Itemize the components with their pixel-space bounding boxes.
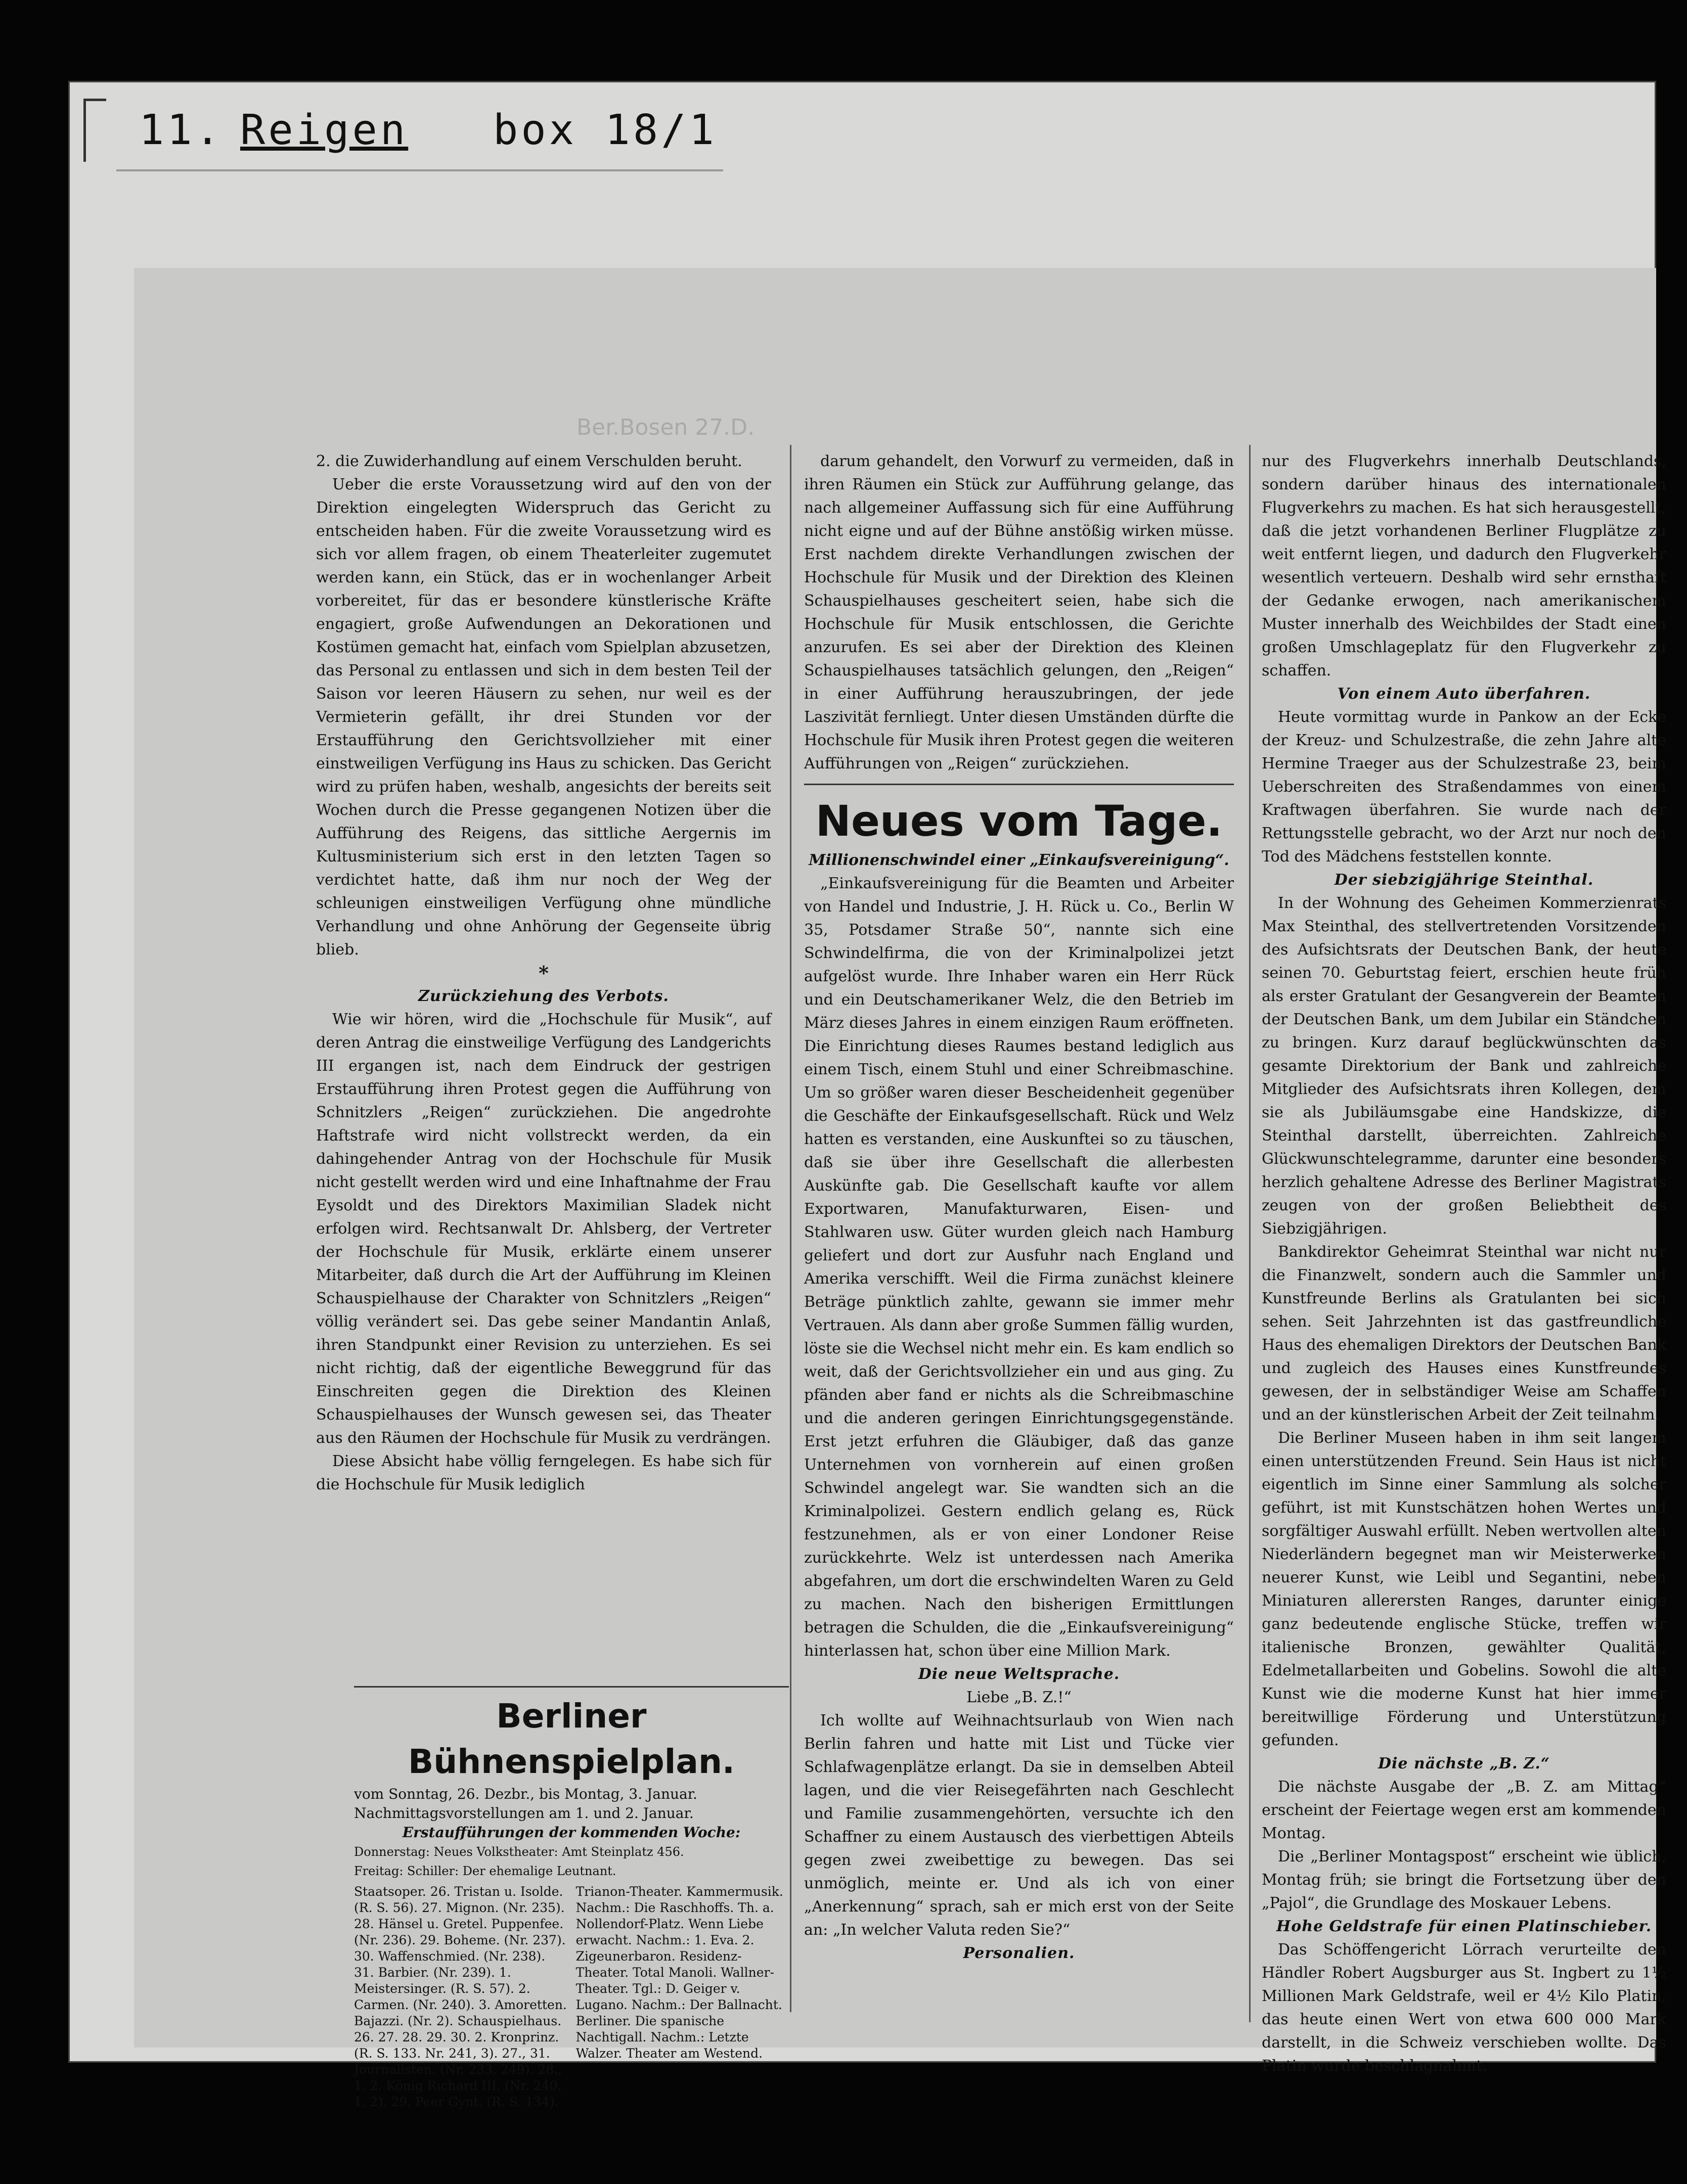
corner-bracket xyxy=(83,99,106,162)
paragraph: Die Berliner Museen haben in ihm seit langem einen unterstützenden Freund. Sein Haus ist nicht eigentlich im Sinne einer Sammlung als solcher geführt, ist mit Kunstschätzen hohen Wertes und sorgfältiger Auswahl erfüllt. Neben wertvollen alten Niederländern begegnet man wir Meisterwerken neuerer Kunst, wie Leibl und Segantini, neben Miniaturen allerersten Ranges, darunter einige ganz bedeutende englische Stücke, treffen wir italienische Bronzen, gewählter Qualität, Edelmetallarbeiten und Gobelins. Sowohl die alte Kunst wie die moderne Kunst hat hier immer bereitwillige Förderung und Unterstützung gefunden. xyxy=(1262,1429,1666,1749)
label-title: Reigen xyxy=(240,106,409,154)
paragraph: Bankdirektor Geheimrat Steinthal war nicht nur die Finanzwelt, sondern auch die Sammler und Kunstfreunde Berlins als Gratulanten bei sich sehen. Seit Jahrzehnten ist das gastfreundliche Haus des ehemaligen Direktors der Deutschen Bank und zugleich des Hauses eines Kunstfreundes gewesen, der in selbständiger Weise am Schaffen und an der künstlerischen Arbeit der Zeit teilnahm. xyxy=(1262,1243,1666,1424)
theater-schedule xyxy=(354,1694,789,2110)
paragraph: Wie wir hören, wird die „Hochschule für Musik“, auf deren Antrag die einstweilige Verfügung des Landgerichts III ergangen ist, nach dem Eindruck der gestrigen Erstaufführung ihren Protest gegen die Aufführung von Schnitzlers „Reigen“ zurückziehen. Die angedrohte Haftstrafe wird nicht vollstreckt werden, da ein dahingehender Antrag von der Hochschule für Musik nicht gestellt werden wird und eine Inhaftnahme der Frau Eysoldt und des Direktors Maximilian Sladek nicht erfolgen wird. Rechtsanwalt Dr. Ahlsberg, der Vertreter der Hochschule für Musik, erklärte einem unserer Mitarbeiter, daß durch die Art der Aufführung im Kleinen Schauspielhause der Charakter von Schnitzlers „Reigen“ völlig verändert sei. Das gebe seiner Mandantin Anlaß, ihren Standpunkt einer Revision zu unterziehen. Es sei nicht richtig, daß der eigentliche Beweggrund für das Einschreiten gegen die Direktion des Kleinen Schauspielhauses der Wunsch gewesen sei, das Theater aus den Räumen der Hochschule für Musik zu verdrängen. xyxy=(316,1011,771,1447)
archive-label xyxy=(119,96,726,177)
paragraph: Ich wollte auf Weihnachtsurlaub von Wien nach Berlin fahren und hatte mit List und Tücke vier Schlafwagenplätze erlangt. Da sie in demselben Abteil lagen, und die vier Reisegefährten nach Geschlecht und Familie zusammengehörten, versuchte ich den Schaffner zu einem Austausch des vierbettigen Abteils gegen zwei zweibettige zu bewegen. Das sei unmöglich, meinte er. Und als ich von einer „Anerkennung“ sprach, sah er mich erst von der Seite an: „In welcher Valuta reden Sie?“ xyxy=(804,1712,1234,1939)
schedule-right: Trianon-Theater. Kammermusik. Nachm.: Die Raschhoffs. Th. a. Nollendorf-Platz. Wenn Liebe erwacht. Nachm.: 1. Eva. 2. Zigeunerbaron. Residenz-Theater. Total Manoli. Wallner-Theater. Tgl.: D. Geiger v. Lugano. Nachm.: Der Ballnacht. Berliner. Die spanische Nachtigall. Nachm.: Letzte Walzer. Theater am Westend. xyxy=(575,1884,783,2061)
label-box: box 18/1 xyxy=(493,106,717,154)
paragraph: Das Schöffengericht Lörrach verurteilte den Händler Robert Augsburger aus St. Ingbert zu 1½ Millionen Mark Geldstrafe, weil er 4½ Kilo Platin, das heute einen Wert von etwa 600 000 Mark darstellt, in die Schweiz verschieben wollte. Das Platin wurde beschlagnahmt. xyxy=(1262,1941,1666,2075)
paragraph: In der Wohnung des Geheimen Kommerzienrats Max Steinthal, des stellvertretenden Vorsitzenden des Aufsichtsrats der Deutschen Bank, der heute seinen 70. Geburtstag feiert, erschien heute früh als erster Gratulant der Gesangverein der Beamten der Deutschen Bank, um dem Jubilar ein Ständchen zu bringen. Kurz darauf beglückwünschten das gesamte Direktorium der Bank und zahlreiche Mitglieder des Aufsichtsrats ihren Kollegen, dem sie als Jubiläumsgabe eine Handskizze, die Steinthal darstellt, überreichten. Zahlreiche Glückwunschtelegramme, darunter eine besonders herzlich gehaltene Adresse des Berliner Magistrats zeugen von der großen Beliebtheit des Siebzigjährigen. xyxy=(1262,894,1666,1238)
article-heading: Die neue Weltsprache. xyxy=(918,1665,1120,1683)
article-heading: Hohe Geldstrafe für einen Platinschieber. xyxy=(1276,1918,1652,1935)
label-number: 11. xyxy=(139,106,224,154)
paragraph: „Einkaufsvereinigung für die Beamten und Arbeiter von Handel und Industrie, J. H. Rück u. Co., Berlin W 35, Potsdamer Straße 50“, nannte sich eine Schwindelfirma, die von der Kriminalpolizei jetzt aufgelöst wurde. Ihre Inhaber waren ein Herr Rück und ein Deutschamerikaner Welz, die den Betrieb im März dieses Jahres in einem einzigen Raum eröffneten. Die Einrichtung dieses Raumes bestand lediglich aus einem Tisch, einem Stuhl und einer Schreibmaschine. Um so größer waren dieser Bescheidenheit gegenüber die Geschäfte der Einkaufsgesellschaft. Rück und Welz hatten es verstanden, eine Auskunftei so zu täuschen, daß sie über ihre Gesellschaft die allerbesten Auskünfte gab. Die Gesellschaft kaufte vor allem Exportwaren, Manufakturwaren, Eisen- und Stahlwaren usw. Güter wurden gleich nach Hamburg geliefert und dort zur Ausfuhr nach England und Amerika verschifft. Weil die Firma zunächst kleinere Beträge pünktlich zahlte, gewann sie immer mehr Vertrauen. Als dann aber große Summen fällig wurden, löste sie die Wechsel nicht mehr ein. Es kam endlich so weit, daß der Gerichtsvollzieher ein und aus ging. Zu pfänden aber fand er nichts als die Schreibmaschine und die anderen geringen Einrichtungsgegenstände. Erst jetzt erfuhren die Gläubiger, daß das ganze Unternehmen von vornherein auf einen großen Schwindel angelegt war. Sie wandten sich an die Kriminalpolizei. Gestern endlich gelang es, Rück festzunehmen, als er von einer Londoner Reise zurückkehrte. Welz ist unterdessen nach Amerika abgefahren, um dort die erschwindelten Waren zu Geld zu machen. Nach den bisherigen Ermittlungen betragen die Schulden, die die „Einkaufsvereinigung“ hinterlassen hat, schon über eine Million Mark. xyxy=(804,875,1234,1660)
schedule-title: Berliner Bühnenspielplan. xyxy=(408,1697,735,1781)
label-rule xyxy=(116,169,723,171)
paragraph: Heute vormittag wurde in Pankow an der Ecke der Kreuz- und Schulzestraße, die zehn Jahre alte Hermine Traeger aus der Schulzestraße 23, beim Ueberschreiten des Straßendammes von einem Kraftwagen überfahren. Sie wurde nach der Rettungsstelle gebracht, wo der Arzt nur noch den Tod des Mädchens feststellen konnte. xyxy=(1262,708,1666,866)
schedule-left: Staatsoper. 26. Tristan u. Isolde. (R. S. 56). 27. Mignon. (Nr. 235). 28. Hänsel u. Gretel. Puppenfee. (Nr. 236). 29. Boheme. (Nr. 237). 30. Waffenschmied. (Nr. 238). 31. Barbier. (Nr. 239). 1. Meistersinger. (R. S. 57). 2. Carmen. (Nr. 240). 3. Amoretten. Bajazzi. (Nr. 2). Schauspielhaus. 26. 27. 28. 29. 30. 2. Kronprinz. (R. S. 133. Nr. 241, 3). 27., 31. Journalisten. (Nr. 233, 249). 28., 1. 2. König Richard III. (Nr. 240, 1, 2). 29. Peer Gynt. (R. S. 134). xyxy=(354,1884,567,2109)
letter-salutation: Liebe „B. Z.!“ xyxy=(966,1689,1072,1706)
paragraph: Ueber die erste Voraussetzung wird auf den von der Direktion eingelegten Widerspruch das Gericht zu entscheiden haben. Für die zweite Voraussetzung wird es sich vor allem fragen, ob einem Theaterleiter zugemutet werden kann, ein Stück, das er in wochenlanger Arbeit vorbereitet, für das er besondere künstlerische Kräfte engagiert, große Aufwendungen an Dekorationen und Kostümen gemacht hat, einfach vom Spielplan abzusetzen, das Personal zu entlassen und sich in dem besten Teil der Saison vor leeren Häusern zu sehen, nur weil es der Vermieterin gefällt, ihr drei Stunden vor der Erstaufführung den Gerichtsvollzieher mit einer einstweiligen Verfügung ins Haus zu schicken. Das Gericht wird zu prüfen haben, weshalb, angesichts der bereits seit Wochen durch die Presse gegangenen Notizen über die Aufführung des Reigens, das sittliche Aergernis im Kultusministerium sich erst in den letzten Tagen so verdichtet hatte, daß ihm nur noch der Weg der schleunigen einstweiligen Verfügung ohne mündliche Verhandlung und ohne Anhörung der Gegenseite übrig blieb. xyxy=(316,476,771,959)
paragraph: 2. die Zuwiderhandlung auf einem Verschulden beruht. xyxy=(316,452,742,470)
column-3 xyxy=(1262,450,1666,2075)
paragraph: Die nächste Ausgabe der „B. Z. am Mittag“ erscheint der Feiertage wegen erst am kommenden Montag. xyxy=(1262,1778,1666,1842)
column-2 xyxy=(804,450,1234,1987)
article-heading: Von einem Auto überfahren. xyxy=(1337,685,1591,703)
article-heading: Personalien. xyxy=(963,1944,1075,1962)
article-subheading: Millionenschwindel einer „Einkaufsvereinigung“. xyxy=(809,851,1229,869)
schedule-line: Erstaufführungen der kommenden Woche: xyxy=(402,1824,741,1841)
schedule-line: Freitag: Schiller: Der ehemalige Leutnant. xyxy=(354,1864,616,1878)
paragraph: darum gehandelt, den Vorwurf zu vermeiden, daß in ihren Räumen ein Stück zur Aufführung gelange, das nach allgemeiner Auffassung sich für eine Aufführung nicht eigne und auf der Bühne anstößig wirken müsse. Erst nachdem direkte Verhandlungen zwischen der Hochschule für Musik und der Direktion des Kleinen Schauspielhauses gescheitert seien, habe sich die Hochschule für Musik entschlossen, die Gerichte anzurufen. Es sei aber der Direktion des Kleinen Schauspielhauses tatsächlich gelungen, den „Reigen“ in einer Aufführung herauszubringen, der jede Laszivität fernliegt. Unter diesen Umständen dürfte die Hochschule für Musik ihren Protest gegen die weiteren Aufführungen von „Reigen“ zurückziehen. xyxy=(804,452,1234,772)
section-rule xyxy=(354,1686,789,1688)
section-heading: Neues vom Tage. xyxy=(815,796,1223,846)
column-rule xyxy=(790,445,791,2012)
column-rule xyxy=(1249,445,1251,2022)
paragraph: nur des Flugverkehrs innerhalb Deutschlands, sondern darüber hinaus des internationalen Flugverkehrs zu machen. Es hat sich herausgestellt, daß die jetzt vorhandenen Berliner Flugplätze zu weit entfernt liegen, und dadurch den Flugverkehr wesentlich verteuern. Deshalb wird sehr ernsthaft der Gedanke erwogen, nach amerikanischem Muster innerhalb des Weichbildes der Stadt einen großen Umschlageplatz für den Flugverkehr zu schaffen. xyxy=(1262,452,1666,679)
article-heading: Zurückziehung des Verbots. xyxy=(418,987,669,1005)
section-rule xyxy=(804,784,1234,785)
article-heading: Der siebzigjährige Steinthal. xyxy=(1334,871,1594,889)
faint-header: Ber.Bosen 27.D. xyxy=(576,415,755,440)
article-heading: Die nächste „B. Z.“ xyxy=(1378,1755,1550,1772)
paragraph: Diese Absicht habe völlig ferngelegen. Es habe sich für die Hochschule für Musik lediglich xyxy=(316,1452,771,1493)
schedule-grid xyxy=(354,1884,789,2110)
schedule-line: Nachmittagsvorstellungen am 1. und 2. Januar. xyxy=(354,1805,694,1822)
column-1 xyxy=(316,450,771,1704)
paragraph: Die „Berliner Montagspost“ erscheint wie üblich, Montag früh; sie bringt die Fortsetzung über den „Pajol“, die Grundlage des Moskauer Lebens. xyxy=(1262,1848,1666,1912)
schedule-line: Donnerstag: Neues Volkstheater: Amt Steinplatz 456. xyxy=(354,1845,684,1859)
separator-star: * xyxy=(539,962,549,984)
schedule-line: vom Sonntag, 26. Dezbr., bis Montag, 3. Januar. xyxy=(354,1786,697,1802)
